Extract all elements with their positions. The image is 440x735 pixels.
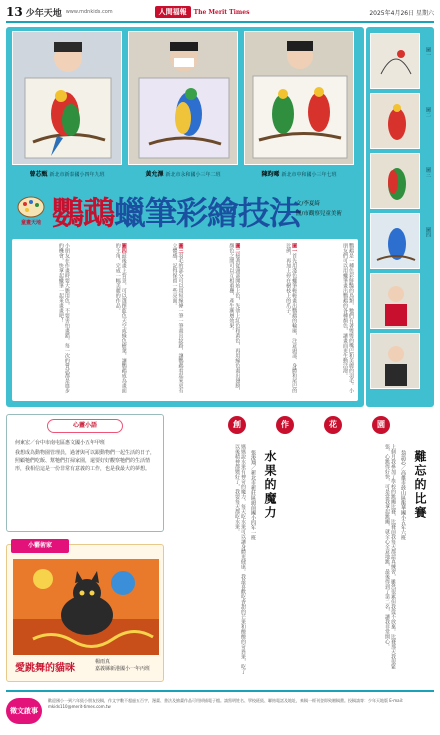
step-thumbnail-6 (370, 333, 420, 389)
section-name: 少年天地 (25, 8, 62, 19)
sketch-step-icon (371, 334, 420, 389)
parrot-drawing-icon (129, 32, 238, 165)
step-thumbnail-2 (370, 93, 420, 149)
kids-art-badge (16, 195, 46, 231)
artwork-title: 愛跳舞的貓咪 (15, 663, 75, 674)
photo-caption-2: 黃允澤 新北市永和國小三年二班 (145, 171, 221, 178)
article-column: 鸚鵡是一種色彩鮮豔的鳥類，牠們有著彎彎的嘴巴和美麗的羽毛。小朋友們可以用蠟筆畫出鸚鵡的各種顏色，讓畫面更生動活潑。 (342, 243, 354, 393)
feature-title (52, 193, 300, 233)
article-column: 圖四最後畫上背景，可以選擇藍色天空或綠色樹葉，讓鸚鵡成為畫面的主角，完成一幅美麗的作品。 (114, 243, 127, 393)
creative-garden (170, 414, 434, 682)
footer (6, 690, 434, 730)
byline-writer: 文/李夏綺 (296, 201, 320, 207)
newspaper-brand: 人間福報 (155, 6, 191, 18)
sketch-step-icon (371, 94, 420, 149)
article-column: 圖一首先用淺色蠟筆輕輕畫出鸚鵡的輪廓，注意頭部、身體和尾巴的比例，再加上停在樹枝上的爪子。 (285, 243, 298, 393)
story-1-body: 上個月我參加了學校的跳繩比賽，比賽前我每天都認真練習，雖然很累但我從不放棄。比賽那天我很緊張，心跳得好快，可是當我拿起跳繩，就全心全意地跳，最後得到了第二名，讓我非常開心。 (384, 444, 396, 669)
artwork-image (13, 559, 159, 655)
student-photo-2 (128, 31, 238, 165)
step-label-4: 圖四 (425, 227, 431, 237)
heading-char: 創 (228, 416, 246, 434)
step-thumbnail-3 (370, 153, 420, 209)
step-thumbnail-1 (370, 33, 420, 89)
parrot-drawing-icon (245, 32, 354, 165)
badge-label: 童畫天地 (20, 220, 41, 226)
masthead (6, 4, 434, 20)
call-for-submissions-logo: 徵文啟事 (6, 698, 42, 724)
artist-ribbon: 小藝術家 (11, 539, 69, 553)
article-column: 小朋友在作畫時要大膽用色，不要害怕畫錯，每一次的嘗試都是進步的機會，快拿起蠟筆一起來畫畫吧！ (57, 243, 70, 393)
parrot-drawing-icon (13, 32, 122, 165)
article-column: 圖三羽毛的部分可以用短線條一筆一筆畫出紋路，讓鸚鵡看起來更有立體感，記得保留一些亮面。 (171, 243, 184, 393)
sketch-step-icon (371, 34, 420, 89)
feature-title-row (12, 191, 358, 237)
step-label-3: 圖三 (425, 167, 431, 177)
note-author: 何東宏／台中市南屯區惠文國小五年甲班 (15, 440, 106, 446)
newspaper-brand-en: The Merit Times (193, 8, 250, 16)
artwork-author: 楊雨真 嘉義縣新港國小一年丙班 (95, 659, 151, 672)
note-heading: 心靈小語 (47, 419, 123, 433)
step-thumbnail-4 (370, 213, 420, 269)
byline-illustrator: 圖/市觀察兒童美術 (296, 211, 342, 217)
heading-char: 作 (276, 416, 294, 434)
student-photo-1 (12, 31, 122, 165)
step-thumbnails (366, 27, 434, 407)
submission-info: 歡迎國小一到六年級小朋友投稿，作文字數不超過五百字，漫畫、書法及繪畫作品可用掃描電子檔。請寫明姓名、學校班級、聯絡電話及地址，來稿一經刊登即致贈稿費。投稿請寄：少年天地版 E-mail: mkids110@merit-times.com.tw (48, 698, 404, 709)
page-number: 13 (6, 5, 23, 19)
sketch-step-icon (371, 154, 420, 209)
dancing-cat-painting-icon (13, 559, 159, 655)
step-label-2: 圖二 (425, 107, 431, 117)
little-artist-box (6, 544, 164, 682)
photo-caption-3: 陳昀晞 新北市中和國小三年七班 (261, 171, 337, 178)
step-label-1: 圖一 (425, 47, 431, 57)
heart-note-box (6, 414, 164, 532)
story-1-author: 翁語芯／高雄市鼓山區龍華國小五年六班 (400, 450, 406, 540)
heading-char: 園 (372, 416, 390, 434)
photo-strip (12, 31, 358, 189)
heading-char: 花 (324, 416, 342, 434)
issue-date: 2025年4月26日 星期六 (369, 9, 434, 17)
story-1-title: 難忘的比賽 (413, 450, 427, 520)
photo-caption-1: 曾芯甄 新北市新泰國小四年九班 (29, 171, 105, 178)
note-text: 我想成為動物園管理員，過著與可以跟動物們一起生活的日子，照顧牠們吃飯、幫牠們打掃家園，還要好好觀察牠們的生活情形，我相信這是一份非常有意義的工作，也是我最大的夢想。 (15, 450, 156, 472)
title-parrot: 鸚鵡 (52, 194, 115, 232)
site-url[interactable]: www.mdnkids.com (65, 9, 113, 15)
story-2-title: 水果的魔力 (263, 450, 277, 520)
title-technique: 蠟筆彩繪技法 (114, 194, 301, 232)
step-thumbnail-5 (370, 273, 420, 329)
student-photo-3 (244, 31, 354, 165)
story-2-author: 張浚翔／新北市新莊區頭前國小四年一班 (250, 450, 256, 540)
sketch-step-icon (371, 274, 420, 329)
palette-icon (16, 195, 46, 219)
feature-panel (6, 27, 364, 407)
feature-article (12, 239, 358, 401)
sketch-step-icon (371, 214, 420, 269)
article-column: 圖二接著從頭部開始上色，先塗上紅色和黃色，再用綠色畫出翅膀，顏色之間可以互相重疊，產生漸層效果。 (228, 243, 241, 393)
creative-garden-heading (170, 416, 434, 440)
header-divider (6, 21, 434, 23)
story-2-body: 媽媽說水果有神奇的魔力，每天吃水果可以讓身體更健康。我最喜歡吃香甜的芒果和酸酸的奇異果，吃了以後精神都變好了，我要每天都吃水果。 (234, 444, 246, 674)
feature-byline (296, 199, 352, 219)
